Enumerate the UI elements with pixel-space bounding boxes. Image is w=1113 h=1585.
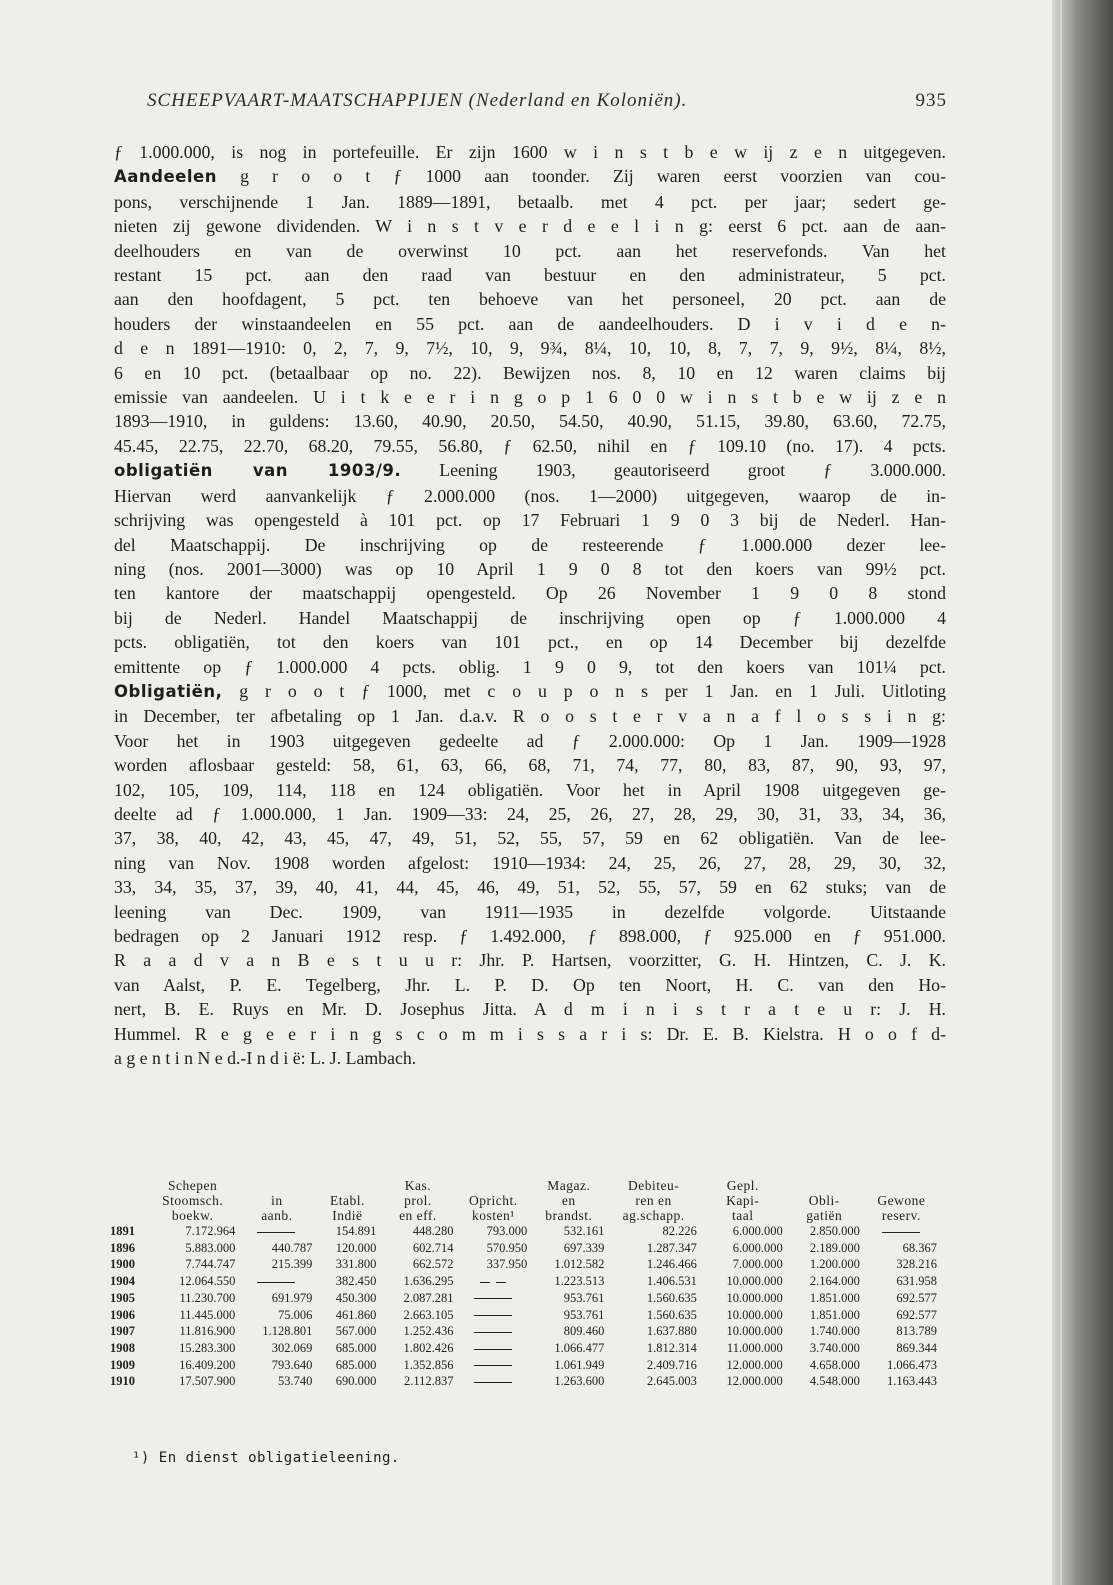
text-line: Hiervan werd aanvankelijk ƒ 2.000.000 (nos. 1—2000) uitgegeven, waarop de in- (114, 485, 946, 506)
table-cell: 16.409.200 (179, 1357, 236, 1372)
table-cell: 154.891 (335, 1224, 377, 1238)
table-cell: 328.216 (896, 1257, 937, 1272)
text-line: Hummel. R e g e e r i n g s c o m m i s s a r i s: Dr. E. B. Kielstra. H o o f d- (114, 1023, 946, 1044)
table-cell: 690.000 (335, 1374, 377, 1389)
text-line: ning (nos. 2001—3000) was op 10 April 1 9 0 8 tot den koers van 99½ pct. (114, 558, 946, 579)
column-header: Obli- gatiën (806, 1193, 843, 1223)
table-cell: 53.740 (278, 1374, 313, 1389)
dash-mark (474, 1349, 512, 1350)
column-header: Kas. prol. en eff. (399, 1178, 437, 1223)
text-line: pcts. obligatiën, tot den koers van 101 pct., en op 14 December bij dezelfde (114, 632, 946, 653)
text-line: ƒ 1.000.000, is nog in portefeuille. Er zijn 1600 w i n s t b e w ij z e n uitgegeven. (114, 142, 946, 162)
text-line: nert, B. E. Ruys en Mr. D. Josephus Jitta. A d m i n i s t r a t e u r: J. H. (114, 999, 946, 1020)
table-cell: 5.883.000 (185, 1240, 236, 1255)
year-cell: 1906 (110, 1307, 135, 1322)
column-header: Gewone reserv. (877, 1193, 926, 1223)
table-cell: 1.252.436 (403, 1324, 454, 1339)
text-line: Voor het in 1903 uitgegeven gedeelte ad ƒ 2.000.000: Op 1 Jan. 1909—1928 (114, 730, 946, 751)
dash-mark (496, 1282, 506, 1283)
table-cell: 2.850.000 (809, 1224, 860, 1238)
table-cell (456, 1273, 530, 1290)
table-cell: 1.066.473 (887, 1357, 937, 1372)
running-title: SCHEEPVAART-MAATSCHAPPIJEN (Nederland en Koloniën). (147, 90, 688, 111)
table-cell: 2.087.281 (403, 1290, 454, 1305)
table-cell: 869.344 (896, 1340, 937, 1355)
table-cell: 3.740.000 (809, 1340, 860, 1355)
text-line: pons, verschijnende 1 Jan. 1889—1891, betaalb. met 4 pct. per jaar; sedert ge- (114, 191, 946, 212)
table-cell: 2.189.000 (809, 1240, 860, 1255)
table-cell (456, 1357, 530, 1374)
text-line: houders der winstaandeelen en 55 pct. aan de aandeelhouders. D i v i d e n- (114, 313, 946, 334)
table-cell: 68.367 (902, 1240, 937, 1255)
table-cell: 697.339 (563, 1240, 605, 1255)
table-cell: 461.860 (335, 1307, 377, 1322)
text-line: 102, 105, 109, 114, 118 en 124 obligatiën. Voor het in April 1908 uitgegeven ge- (114, 779, 946, 800)
table-cell: 440.787 (271, 1240, 313, 1255)
section-heading: Aandeelen (114, 167, 217, 187)
table-cell: 10.000.000 (726, 1307, 783, 1322)
text-line: bedragen op 2 Januari 1912 resp. ƒ 1.492.000, ƒ 898.000, ƒ 925.000 en ƒ 951.000. (114, 926, 946, 946)
column-header (110, 1178, 147, 1223)
table-cell: 1.012.582 (554, 1257, 605, 1272)
table-cell: 10.000.000 (726, 1274, 783, 1289)
table-cell: 6.000.000 (732, 1224, 783, 1238)
balance-table (110, 1178, 940, 1390)
table-cell: 1.406.531 (646, 1274, 697, 1289)
table-cell: 4.548.000 (809, 1374, 860, 1389)
table-cell: 1.061.949 (554, 1357, 605, 1372)
table-cell: 692.577 (896, 1290, 937, 1305)
text-line: obligatiën van 1903/9. Leening 1903, geautoriseerd groot ƒ 3.000.000. (114, 460, 946, 481)
table-cell: 7.000.000 (732, 1257, 783, 1272)
table-cell: 4.658.000 (809, 1357, 860, 1372)
column-header: in aanb. (261, 1193, 293, 1223)
text-line: deelhouders en van de overwinst 10 pct. aan het reservefonds. Van het (114, 240, 946, 261)
dash-mark (474, 1365, 512, 1366)
table-cell: 10.000.000 (726, 1290, 783, 1305)
table-cell: 685.000 (335, 1357, 377, 1372)
body-text (114, 140, 946, 1070)
text-line: Aandeelen g r o o t ƒ 1000 aan toonder. Zij waren eerst voorzien van cou- (114, 166, 946, 187)
table-cell: 448.280 (412, 1224, 454, 1238)
table-cell: 11.000.000 (726, 1340, 783, 1355)
table-cell: 12.000.000 (726, 1374, 783, 1389)
table-cell: 12.000.000 (726, 1357, 783, 1372)
column-header: Etabl. Indië (329, 1193, 365, 1223)
table-cell: 567.000 (335, 1324, 377, 1339)
table-cell (238, 1223, 315, 1240)
text-line: bij de Nederl. Handel Maatschappij de inschrijving open op ƒ 1.000.000 4 (114, 607, 946, 628)
year-cell: 1900 (110, 1257, 135, 1272)
text-line: schrijving was opengesteld à 101 pct. op 17 Februari 1 9 0 3 bij de Nederl. Han- (114, 510, 946, 531)
table-cell: 2.645.003 (646, 1374, 697, 1389)
column-header: Opricht. kosten¹ (469, 1193, 518, 1223)
text-line: del Maatschappij. De inschrijving op de resteerende ƒ 1.000.000 dezer lee- (114, 534, 946, 555)
year-cell: 1909 (110, 1357, 135, 1372)
year-cell: 1910 (110, 1374, 135, 1389)
table-header-row (110, 1178, 940, 1223)
table-row (110, 1273, 940, 1290)
table-cell (456, 1323, 530, 1340)
text-line: 1893—1910, in guldens: 13.60, 40.90, 20.50, 54.50, 40.90, 51.15, 39.80, 63.60, 72.75, (114, 411, 946, 432)
text-line: 6 en 10 pct. (betaalbaar op no. 22). Bewijzen nos. 8, 10 en 12 waren claims bij (114, 362, 946, 383)
table-cell: 685.000 (335, 1340, 377, 1355)
year-cell: 1907 (110, 1324, 135, 1339)
table-cell: 302.069 (271, 1340, 313, 1355)
text-line: 37, 38, 40, 42, 43, 45, 47, 49, 51, 52, 55, 57, 59 en 62 obligatiën. Van de lee- (114, 828, 946, 849)
section-heading: Obligatiën, (114, 681, 223, 701)
page-number: 935 (915, 90, 947, 111)
dash-mark (474, 1298, 512, 1299)
table-cell: 11.816.900 (179, 1324, 236, 1339)
table-cell: 602.714 (412, 1240, 454, 1255)
dash-mark (474, 1332, 512, 1333)
book-spine (1052, 0, 1113, 1585)
table-cell: 570.950 (486, 1240, 528, 1255)
year-cell: 1896 (110, 1240, 135, 1255)
table-cell: 7.172.964 (185, 1224, 236, 1238)
text-line: in December, ter afbetaling op 1 Jan. d.a.v. R o o s t e r v a n a f l o s s i n g: (114, 706, 946, 727)
text-line: van Aalst, P. E. Tegelberg, Jhr. L. P. D. Op ten Noort, H. C. van den Ho- (114, 974, 946, 995)
table-cell: 450.300 (335, 1290, 377, 1305)
table-cell: 1.812.314 (646, 1340, 697, 1355)
table-row (110, 1323, 940, 1340)
table-cell: 11.445.000 (179, 1307, 236, 1322)
table-cell: 82.226 (662, 1224, 697, 1238)
table-cell (863, 1223, 940, 1240)
table-cell: 532.161 (563, 1224, 605, 1238)
table-cell: 7.744.747 (185, 1257, 236, 1272)
text-line: 33, 34, 35, 37, 39, 40, 41, 44, 45, 46, 49, 51, 52, 55, 57, 59 en 62 stuks; van de (114, 877, 946, 898)
table-cell: 75.006 (278, 1307, 313, 1322)
table-cell: 6.000.000 (732, 1240, 783, 1255)
table-cell: 120.000 (335, 1240, 377, 1255)
table-cell: 2.663.105 (403, 1307, 454, 1322)
text-line: d e n 1891—1910: 0, 2, 7, 9, 7½, 10, 9, 9¾, 8¼, 10, 10, 8, 7, 7, 9, 9½, 8¼, 8½, (114, 338, 946, 359)
table-row (110, 1223, 940, 1240)
table-cell: 1.560.635 (646, 1307, 697, 1322)
dash-mark (480, 1282, 490, 1283)
text-line: restant 15 pct. aan den raad van bestuur en den administrateur, 5 pct. (114, 265, 946, 286)
table-cell: 215.399 (271, 1257, 313, 1272)
text-line: Obligatiën, g r o o t ƒ 1000, met c o u p o n s per 1 Jan. en 1 Juli. Uitloting (114, 680, 946, 701)
dash-mark (257, 1232, 295, 1233)
text-line: R a a d v a n B e s t u u r: Jhr. P. Hartsen, voorzitter, G. H. Hintzen, C. J. K. (114, 950, 946, 971)
table-cell: 11.230.700 (179, 1290, 236, 1305)
table-cell (238, 1273, 315, 1290)
table-cell: 1.066.477 (554, 1340, 605, 1355)
table-cell: 1.163.443 (887, 1374, 937, 1389)
year-cell: 1891 (110, 1224, 135, 1238)
text-line: leening van Dec. 1909, van 1911—1935 in dezelfde volgorde. Uitstaande (114, 901, 946, 922)
text-line: emittente op ƒ 1.000.000 4 pcts. oblig. 1 9 0 9, tot den koers van 101¼ pct. (114, 656, 946, 677)
table-cell (456, 1340, 530, 1357)
table-cell: 1.740.000 (809, 1324, 860, 1339)
table-cell: 1.263.600 (554, 1374, 605, 1389)
column-header: Schepen Stoomsch. boekw. (162, 1178, 224, 1223)
table-cell: 793.640 (271, 1357, 313, 1372)
table-cell: 1.246.466 (646, 1257, 697, 1272)
dash-mark (474, 1382, 512, 1383)
table-cell: 2.409.716 (646, 1357, 697, 1372)
table-row (110, 1256, 940, 1273)
text-line: ten kantore der maatschappij opengesteld. Op 26 November 1 9 0 8 stond (114, 583, 946, 604)
table-row (110, 1340, 940, 1357)
table-cell: 691.979 (271, 1290, 313, 1305)
footnote: ¹) En dienst obligatieleening. (132, 1450, 400, 1466)
text-line: a g e n t i n N e d.-I n d i ë: L. J. Lambach. (114, 1048, 417, 1069)
table-cell: 813.789 (896, 1324, 937, 1339)
table-cell: 1.636.295 (403, 1274, 454, 1289)
column-header: Gepl. Kapi- taal (726, 1178, 760, 1223)
table-cell: 662.572 (412, 1257, 454, 1272)
table-cell: 809.460 (563, 1324, 605, 1339)
table-cell: 692.577 (896, 1307, 937, 1322)
table-cell: 17.507.900 (179, 1374, 236, 1389)
table-body (110, 1223, 940, 1390)
table-row (110, 1357, 940, 1374)
table-cell (456, 1373, 530, 1390)
text-line: deelte ad ƒ 1.000.000, 1 Jan. 1909—33: 24, 25, 26, 27, 28, 29, 30, 31, 33, 34, 36, (114, 803, 946, 824)
table-cell: 2.164.000 (809, 1274, 860, 1289)
table-cell: 10.000.000 (726, 1324, 783, 1339)
table-cell: 953.761 (563, 1307, 605, 1322)
table-cell: 1.223.513 (554, 1274, 605, 1289)
text-line: 45.45, 22.75, 22.70, 68.20, 79.55, 56.80, ƒ 62.50, nihil en ƒ 109.10 (no. 17). 4 pcts. (114, 435, 946, 456)
table-cell: 337.950 (486, 1257, 528, 1272)
text-line: ning van Nov. 1908 worden afgelost: 1910—1934: 24, 25, 26, 27, 28, 29, 30, 32, (114, 852, 946, 873)
section-heading: obligatiën van 1903/9. (114, 461, 402, 481)
table-cell: 1.851.000 (809, 1290, 860, 1305)
table-cell: 15.283.300 (179, 1340, 236, 1355)
table-cell: 631.958 (896, 1274, 937, 1289)
table-cell: 1.287.347 (646, 1240, 697, 1255)
text-line: aan den hoofdagent, 5 pct. ten behoeve van het personeel, 20 pct. aan de (114, 289, 946, 310)
running-header (147, 90, 947, 120)
dash-mark (257, 1282, 295, 1283)
table-row (110, 1373, 940, 1390)
table-cell (456, 1307, 530, 1324)
table-cell: 1.802.426 (403, 1340, 454, 1355)
table-cell (456, 1290, 530, 1307)
table-cell: 1.352.856 (403, 1357, 454, 1372)
balance-table-block (110, 1178, 950, 1390)
table-cell: 793.000 (486, 1224, 528, 1238)
table-cell: 331.800 (335, 1257, 377, 1272)
table-row (110, 1307, 940, 1324)
table-cell: 1.128.801 (262, 1324, 313, 1339)
table-cell: 382.450 (335, 1274, 377, 1289)
table-cell: 12.064.550 (179, 1274, 236, 1289)
table-cell: 1.637.880 (646, 1324, 697, 1339)
text-line: emissie van aandeelen. U i t k e e r i n g o p 1 6 0 0 w i n s t b e w ij z e n (114, 387, 946, 408)
column-header: Debiteu- ren en ag.schapp. (622, 1178, 685, 1223)
table-cell: 1.851.000 (809, 1307, 860, 1322)
column-header: Magaz. en brandst. (545, 1178, 593, 1223)
table-row (110, 1290, 940, 1307)
year-cell: 1908 (110, 1340, 135, 1355)
dash-mark (474, 1315, 512, 1316)
text-line: nieten zij gewone dividenden. W i n s t v e r d e e l i n g: eerst 6 pct. aan de aan- (114, 216, 946, 237)
table-cell: 953.761 (563, 1290, 605, 1305)
year-cell: 1904 (110, 1274, 135, 1289)
text-line: worden aflosbaar gesteld: 58, 61, 63, 66, 68, 71, 74, 77, 80, 83, 87, 90, 93, 97, (114, 755, 946, 776)
year-cell: 1905 (110, 1290, 135, 1305)
table-cell: 2.112.837 (403, 1374, 454, 1389)
dash-mark (882, 1232, 920, 1233)
table-row (110, 1240, 940, 1257)
table-cell: 1.560.635 (646, 1290, 697, 1305)
table-cell: 1.200.000 (809, 1257, 860, 1272)
